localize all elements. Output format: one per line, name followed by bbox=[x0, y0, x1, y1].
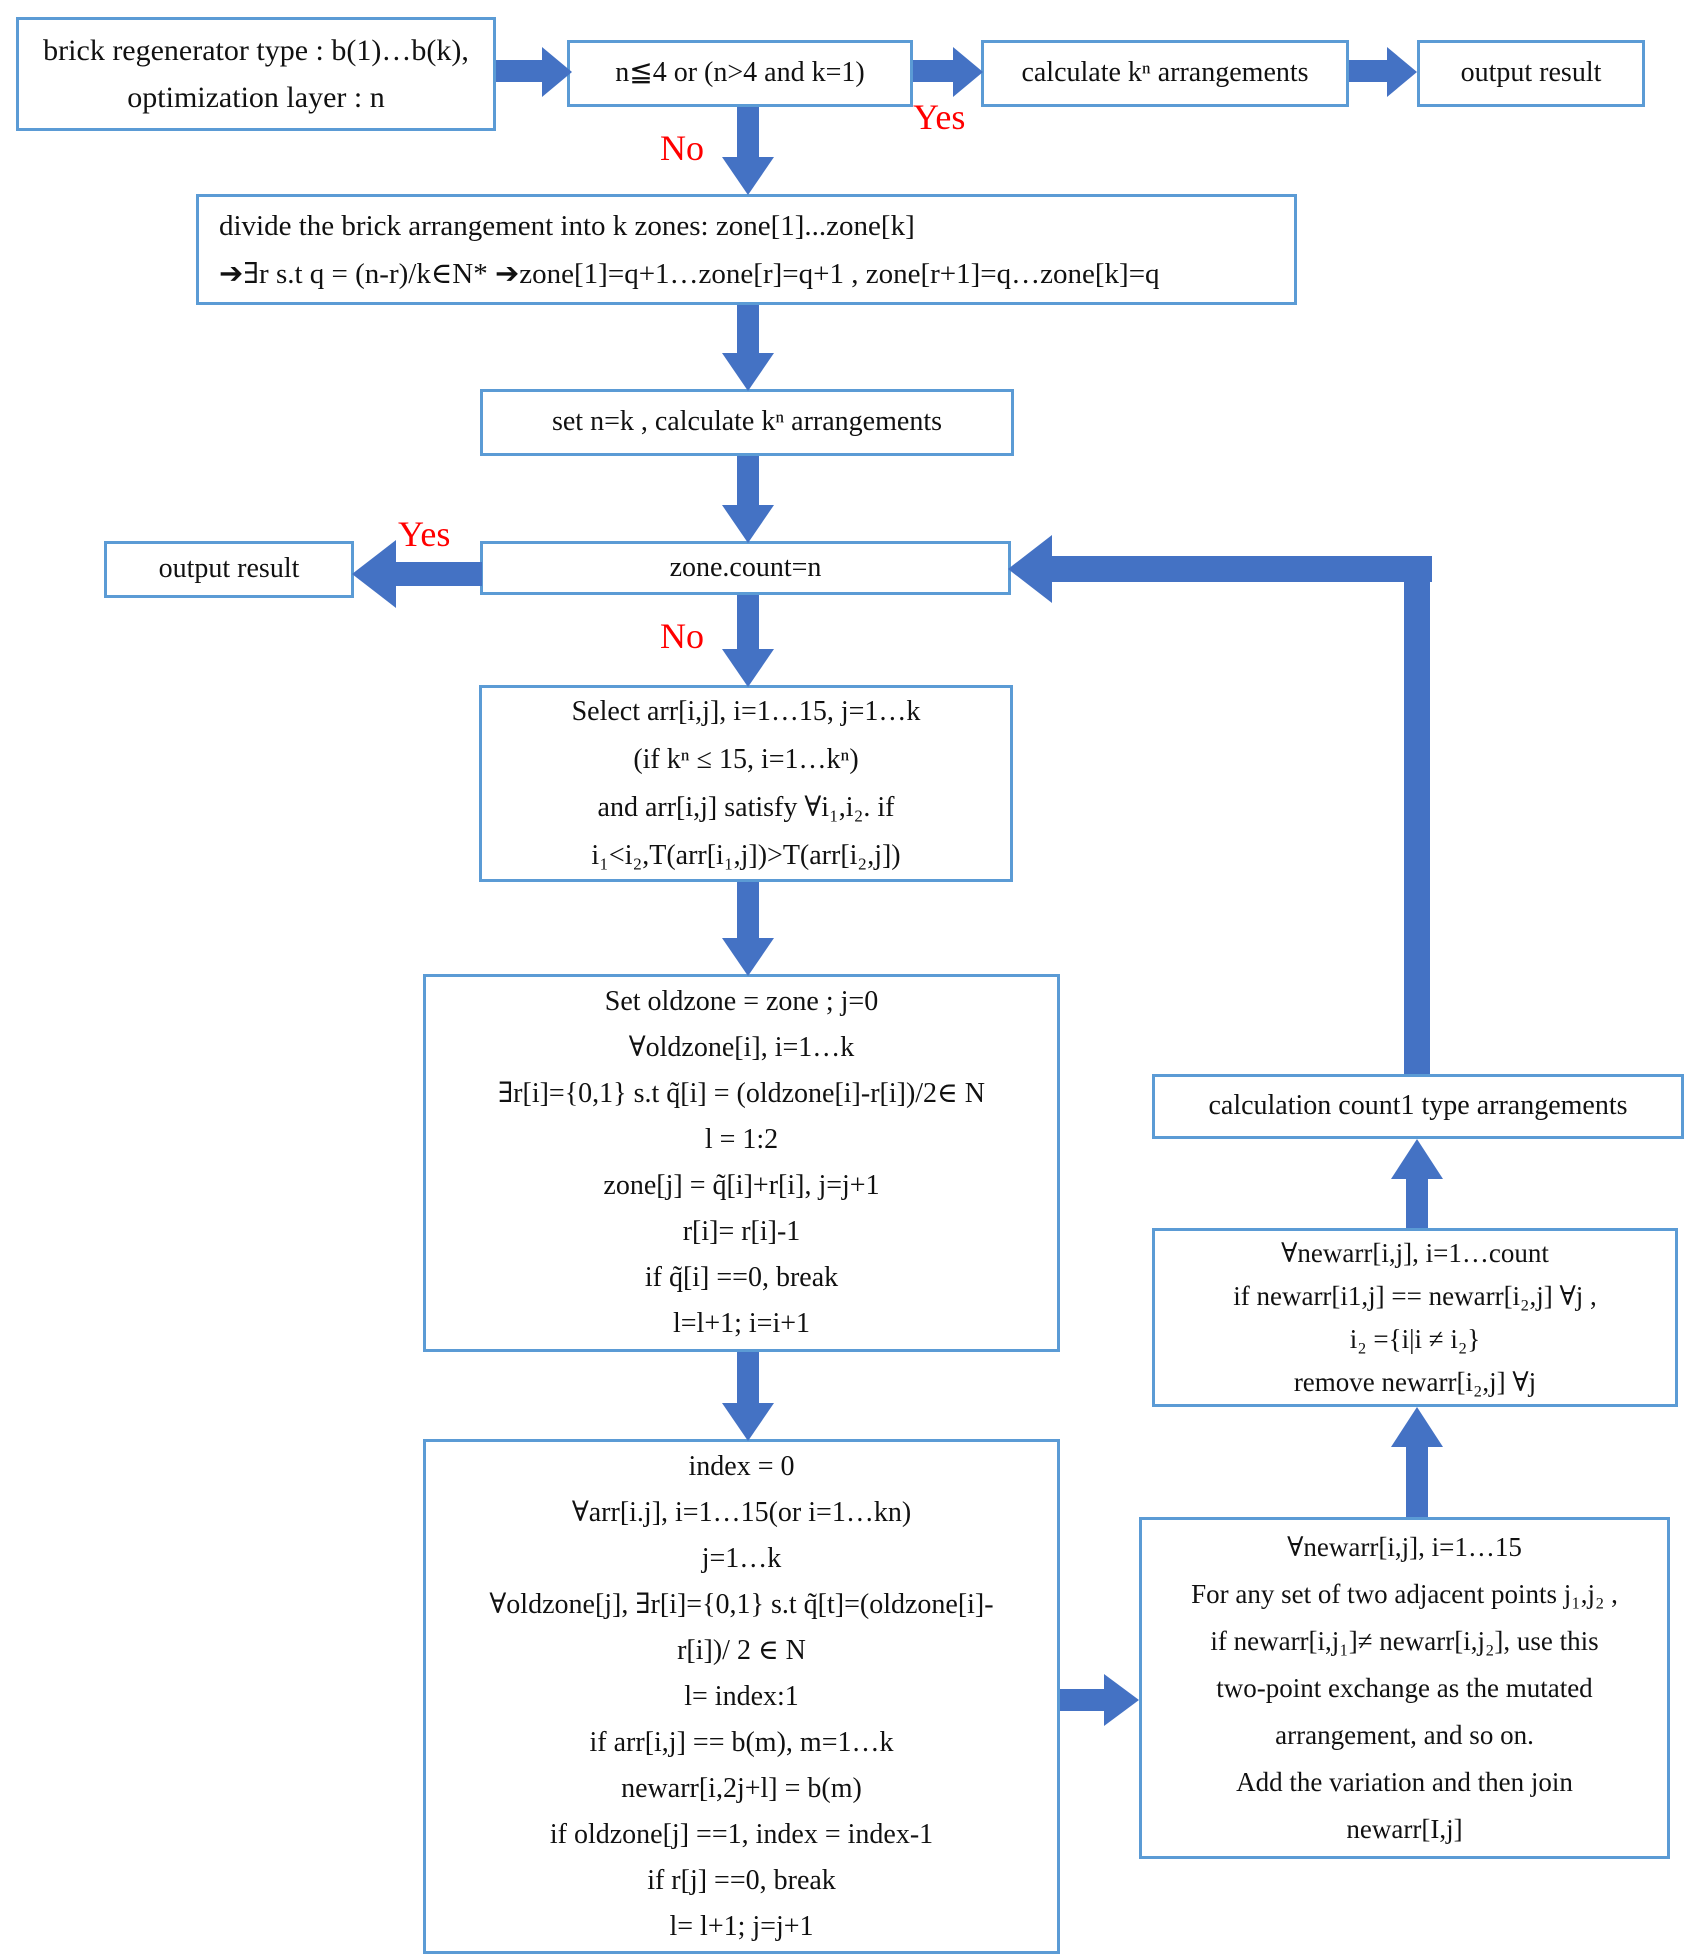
text-line: remove newarr[i₂,j] ∀j bbox=[1293, 1366, 1537, 1397]
text-line: l= l+1; j=j+1 bbox=[669, 1910, 814, 1942]
arrow-head-right bbox=[1387, 47, 1417, 97]
arrow-head-down bbox=[722, 157, 774, 195]
text-line: if newarr[i,j₁]≠ newarr[i,j₂], use this bbox=[1210, 1625, 1599, 1656]
arrow-head-up bbox=[1391, 1139, 1443, 1179]
text-line: two-point exchange as the mutated bbox=[1216, 1672, 1593, 1703]
arrow-head-left bbox=[352, 540, 396, 608]
arrow-head-down bbox=[722, 938, 774, 976]
label-yes-mid: Yes bbox=[398, 514, 451, 554]
text-line: zone[j] = q̃[i]+r[i], j=j+1 bbox=[603, 1170, 880, 1201]
arrow-shaft bbox=[737, 305, 759, 353]
text-line: calculate kⁿ arrangements bbox=[1021, 57, 1309, 89]
arrow-shaft bbox=[737, 1352, 759, 1403]
arrow-shaft bbox=[1060, 1689, 1106, 1711]
arrow-shaft-horizontal bbox=[1050, 556, 1432, 582]
text-line: calculation count1 type arrangements bbox=[1208, 1090, 1628, 1122]
text-line: and arr[i,j] satisfy ∀i₁,i₂. if bbox=[597, 791, 895, 823]
arrow-shaft bbox=[737, 456, 759, 505]
text-line: if q̃[i] ==0, break bbox=[644, 1262, 839, 1293]
arrow-shaft-vertical bbox=[1404, 568, 1430, 1074]
text-line: i₂ ={i|i ≠ i₂} bbox=[1349, 1323, 1481, 1354]
text-line: For any set of two adjacent points j₁,j₂ , bbox=[1191, 1578, 1618, 1609]
text-line: optimization layer : n bbox=[127, 81, 385, 114]
text-line: output result bbox=[158, 553, 300, 585]
arrow-shaft bbox=[496, 60, 544, 82]
arrow-head-up bbox=[1391, 1407, 1443, 1447]
text-line: ∀newarr[i,j], i=1…15 bbox=[1287, 1531, 1522, 1562]
text-line: j=1…k bbox=[701, 1542, 782, 1574]
box-two-point-exchange bbox=[1139, 1517, 1670, 1859]
label-yes-top: Yes bbox=[913, 97, 966, 137]
text-line: divide the brick arrangement into k zones: zone[1]...zone[k] bbox=[219, 209, 915, 242]
arrow-head-down bbox=[722, 505, 774, 543]
text-line: ∃r[i]={0,1} s.t q̃[i] = (oldzone[i]-r[i])/2∈ N bbox=[497, 1078, 986, 1109]
arrow-head-right bbox=[953, 47, 983, 97]
box-remove-duplicates bbox=[1152, 1228, 1678, 1407]
text-line: newarr[I,j] bbox=[1346, 1813, 1463, 1844]
text-line: ➔∃r s.t q = (n-r)/k∈N* ➔zone[1]=q+1…zone[r]=q+1 , zone[r+1]=q…zone[k]=q bbox=[219, 257, 1160, 290]
text-line: output result bbox=[1460, 57, 1602, 89]
arrow-shaft bbox=[737, 882, 759, 938]
text-line: if newarr[i1,j] == newarr[i₂,j] ∀j , bbox=[1233, 1280, 1597, 1311]
arrow-head-down bbox=[722, 1403, 774, 1441]
arrow-shaft bbox=[1349, 60, 1389, 82]
text-line: r[i]= r[i]-1 bbox=[682, 1216, 801, 1247]
text-line: set n=k , calculate kⁿ arrangements bbox=[551, 406, 942, 438]
box-input-start bbox=[16, 17, 496, 131]
arrow-shaft bbox=[737, 107, 759, 157]
text-line: ∀arr[i.j], i=1…15(or i=1…kn) bbox=[571, 1496, 912, 1528]
text-line: ∀newarr[i,j], i=1…count bbox=[1281, 1237, 1549, 1268]
box-output-result-top bbox=[1417, 40, 1645, 107]
text-line: ∀oldzone[j], ∃r[i]={0,1} s.t q̃[t]=(oldzone[i]- bbox=[489, 1588, 994, 1620]
text-line: l= index:1 bbox=[684, 1680, 799, 1712]
box-divide-zones bbox=[196, 194, 1297, 305]
arrow-shaft bbox=[913, 60, 955, 82]
text-line: l=l+1; i=i+1 bbox=[672, 1308, 811, 1339]
text-line: if r[j] ==0, break bbox=[647, 1864, 836, 1896]
arrow-head-left bbox=[1008, 535, 1052, 603]
label-no-top: No bbox=[660, 128, 704, 168]
arrow-shaft bbox=[1406, 1179, 1428, 1228]
text-line: n≦4 or (n>4 and k=1) bbox=[615, 57, 865, 89]
box-calc-kn-arrangements bbox=[981, 40, 1349, 107]
arrow-head-right bbox=[542, 47, 572, 97]
box-set-nk bbox=[480, 389, 1014, 456]
text-line: if arr[i,j] == b(m), m=1…k bbox=[589, 1726, 894, 1758]
arrow-head-right bbox=[1104, 1674, 1139, 1726]
text-line: r[i])/ 2 ∈ N bbox=[677, 1634, 806, 1666]
text-line: if oldzone[j] ==1, index = index-1 bbox=[549, 1818, 934, 1850]
text-line: brick regenerator type : b(1)…b(k), bbox=[43, 34, 469, 67]
text-line: ∀oldzone[i], i=1…k bbox=[628, 1032, 855, 1063]
text-line: (if kⁿ ≤ 15, i=1…kⁿ) bbox=[633, 743, 859, 775]
text-line: Select arr[i,j], i=1…15, j=1…k bbox=[571, 695, 921, 727]
box-select-arr bbox=[479, 685, 1013, 882]
arrow-head-down bbox=[722, 649, 774, 687]
arrow-shaft bbox=[392, 562, 482, 586]
label-no-mid: No bbox=[660, 616, 704, 656]
text-line: arrangement, and so on. bbox=[1275, 1719, 1534, 1750]
box-output-result-left bbox=[104, 541, 354, 598]
box-condition-n4 bbox=[567, 40, 913, 107]
text-line: Add the variation and then join bbox=[1236, 1766, 1573, 1797]
arrow-shaft bbox=[737, 595, 759, 649]
text-line: Set oldzone = zone ; j=0 bbox=[604, 986, 879, 1017]
text-line: zone.count=n bbox=[669, 551, 822, 583]
arrow-shaft bbox=[1406, 1447, 1428, 1517]
text-line: newarr[i,2j+l] = b(m) bbox=[621, 1772, 862, 1804]
box-index-loop bbox=[423, 1439, 1060, 1954]
text-line: i₁<i₂,T(arr[i₁,j])>T(arr[i₂,j]) bbox=[591, 839, 901, 871]
text-line: l = 1:2 bbox=[704, 1124, 779, 1155]
box-condition-zone-count bbox=[480, 541, 1011, 595]
arrow-head-down bbox=[722, 353, 774, 391]
text-line: index = 0 bbox=[688, 1450, 795, 1482]
box-set-oldzone-loop bbox=[423, 974, 1060, 1352]
box-calculation-count1 bbox=[1152, 1074, 1684, 1139]
